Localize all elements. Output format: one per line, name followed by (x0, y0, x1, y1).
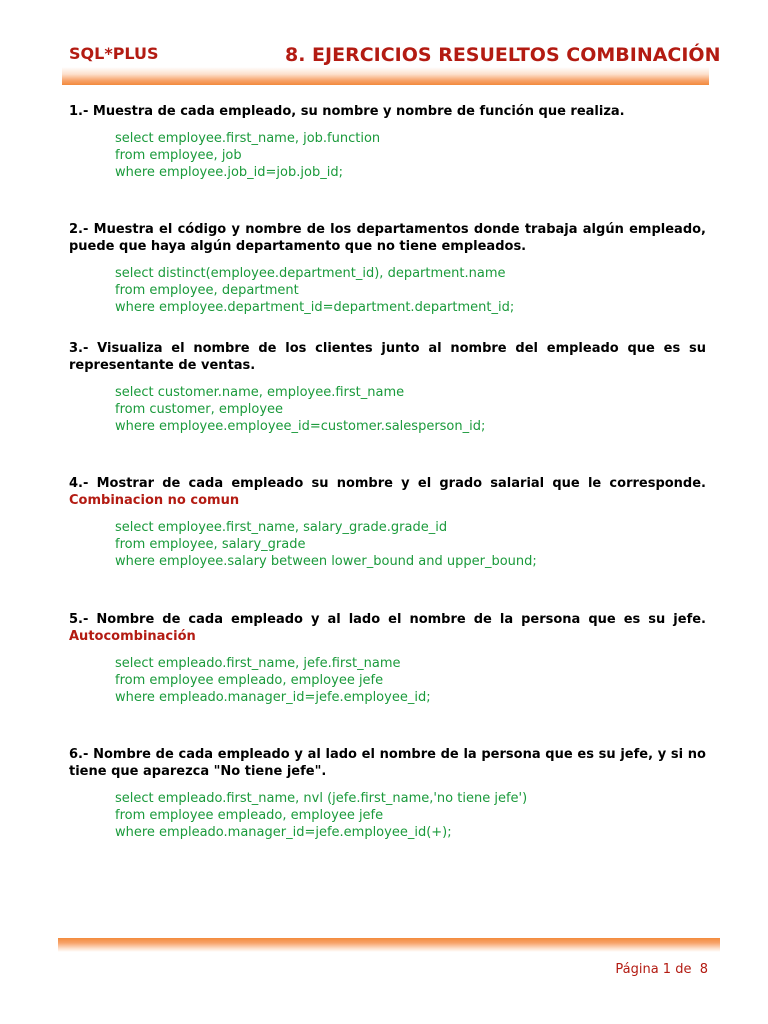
code-line: select employee.first_name, salary_grade.grade_id (115, 520, 448, 535)
exercise-6 (69, 746, 706, 841)
sql-code-block (115, 655, 706, 706)
code-line: where employee.department_id=department.department_id; (115, 300, 515, 315)
exercise-note: Combinacion no comun (69, 493, 240, 508)
sql-code-block (115, 265, 706, 316)
code-line: where empleado.manager_id=jefe.employee_id; (115, 690, 431, 705)
sql-code-block (115, 790, 706, 841)
exercise-question: 2.- Muestra el código y nombre de los departamentos donde trabaja algún empleado, puede que haya algún departamento que no tiene empleados. (69, 222, 706, 254)
header-divider-bar (62, 67, 709, 85)
code-line: where employee.salary between lower_bound and upper_bound; (115, 554, 537, 569)
footer-divider-bar (58, 938, 720, 952)
exercise-question: 1.- Muestra de cada empleado, su nombre y nombre de función que realiza. (69, 104, 625, 119)
exercise-note: Autocombinación (69, 629, 196, 644)
code-line: select customer.name, employee.first_name (115, 385, 405, 400)
page-number: Página 1 de 8 (615, 962, 708, 977)
exercise-1 (69, 103, 706, 181)
code-line: from employee, salary_grade (115, 537, 306, 552)
header-title-left: SQL*PLUS (69, 44, 159, 63)
code-line: from employee, job (115, 148, 242, 163)
exercise-question: 3.- Visualiza el nombre de los clientes junto al nombre del empleado que es su representante de ventas. (69, 341, 706, 373)
code-line: select empleado.first_name, nvl (jefe.first_name,'no tiene jefe') (115, 791, 528, 806)
code-line: from customer, employee (115, 402, 284, 417)
code-line: select distinct(employee.department_id), department.name (115, 266, 506, 281)
code-line: where empleado.manager_id=jefe.employee_id(+); (115, 825, 452, 840)
code-line: from employee empleado, employee jefe (115, 808, 384, 823)
sql-code-block (115, 130, 706, 181)
header-title-right: 8. EJERCICIOS RESUELTOS COMBINACIÓN (285, 44, 721, 66)
code-line: from employee, department (115, 283, 299, 298)
code-line: select employee.first_name, job.function (115, 131, 381, 146)
exercise-3 (69, 340, 706, 435)
code-line: from employee empleado, employee jefe (115, 673, 384, 688)
exercise-4 (69, 475, 706, 570)
sql-code-block (115, 384, 706, 435)
code-line: where employee.job_id=job.job_id; (115, 165, 343, 180)
exercise-question: 5.- Nombre de cada empleado y al lado el nombre de la persona que es su jefe. Autocombinación (69, 612, 706, 644)
exercise-2 (69, 221, 706, 316)
exercise-question: 4.- Mostrar de cada empleado su nombre y el grado salarial que le corresponde. Combinacion no comun (69, 476, 706, 508)
code-line: where employee.employee_id=customer.salesperson_id; (115, 419, 486, 434)
exercise-5 (69, 611, 706, 706)
code-line: select empleado.first_name, jefe.first_name (115, 656, 401, 671)
exercise-question: 6.- Nombre de cada empleado y al lado el nombre de la persona que es su jefe, y si no tiene que aparezca "No tiene jefe". (69, 747, 706, 779)
sql-code-block (115, 519, 706, 570)
